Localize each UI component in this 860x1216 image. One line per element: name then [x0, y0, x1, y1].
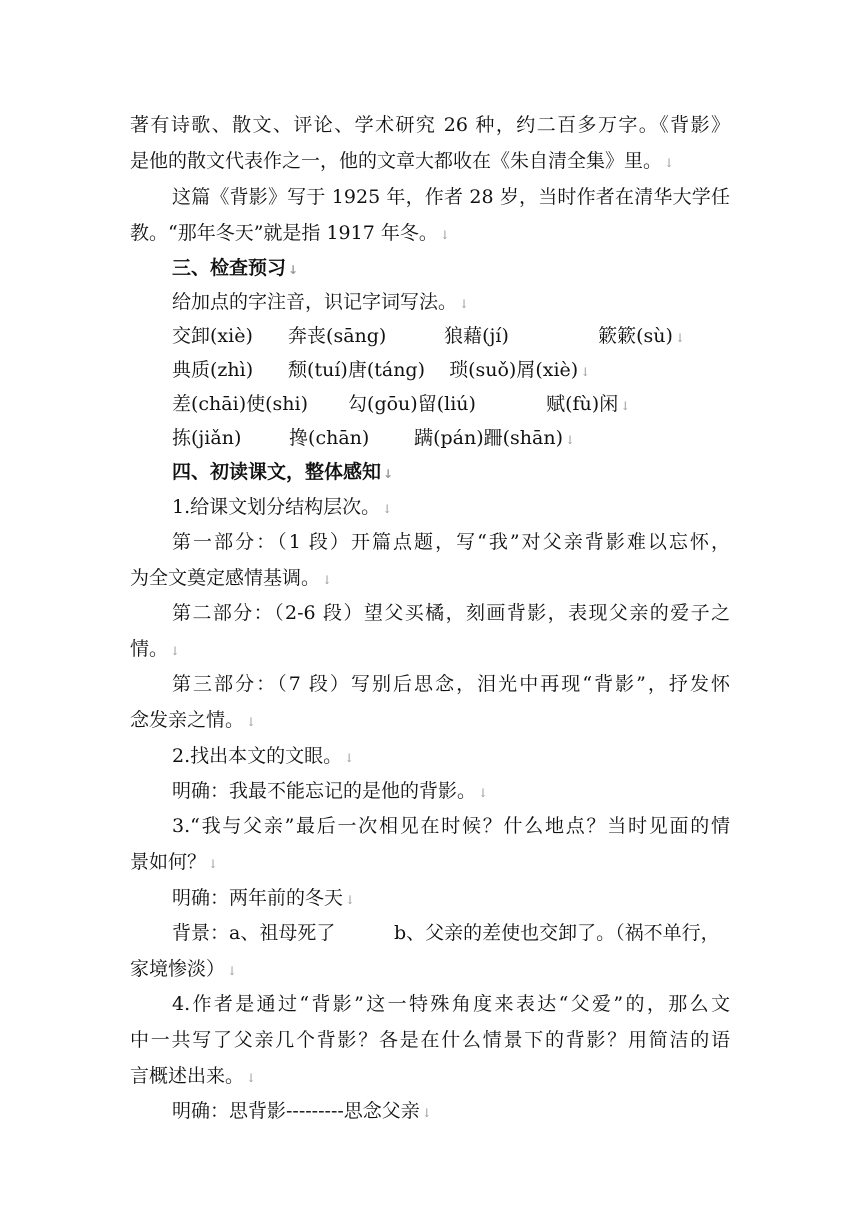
background-item: b、父亲的差使也交卸了。（祸不单行，	[394, 922, 720, 944]
paragraph-mark: ↓	[674, 331, 686, 345]
text-line: 这篇《背影》写于 1925 年，作者 28 岁，当时作者在清华大学任	[172, 186, 730, 208]
text-line: 给加点的字注音，识记字词写法。 ↓	[172, 291, 470, 313]
text-line: 家境惨淡） ↓	[130, 958, 238, 980]
text-line: 教。“那年冬天”就是指 1917 年冬。 ↓	[130, 222, 450, 244]
text-line: 第三部分：（7 段）写别后思念，泪光中再现“背影”，抒发怀	[172, 673, 730, 695]
text-line	[0, 921, 860, 945]
vocab-item: 赋(fù)闲	[546, 393, 619, 415]
paragraph-mark: ↓	[227, 964, 238, 978]
text-line: 1.给课文划分结构层次。 ↓	[172, 496, 393, 518]
text-line: 情。 ↓	[130, 638, 181, 660]
text-line: 中一共写了父亲几个背影？各是在什么情景下的背影？用简洁的语	[130, 1029, 730, 1051]
paragraph-mark: ↓	[383, 467, 394, 481]
text-line: 是他的散文代表作之一，他的文章大都收在《朱自清全集》里。 ↓	[130, 150, 675, 172]
vocab-item: 交卸(xiè)	[172, 325, 253, 347]
paragraph-mark: ↓	[421, 1106, 432, 1120]
paragraph-mark: ↓	[344, 751, 355, 765]
text-line: 3.“我与父亲”最后一次相见在时候？什么地点？当时见面的情	[172, 815, 730, 837]
vocab-item: 狼藉(jí)	[444, 325, 509, 347]
vocab-item: 琐(suǒ)屑(xiè)	[449, 359, 579, 381]
paragraph-mark: ↓	[288, 263, 299, 277]
text-line: 4.作者是通过“背影”这一特殊角度来表达“父爱”的，那么文	[172, 993, 730, 1015]
vocab-item: 拣(jiǎn)	[172, 427, 242, 449]
section-heading: 三、检查预习 ↓	[172, 257, 299, 279]
paragraph-mark: ↓	[565, 433, 576, 447]
paragraph-mark: ↓	[208, 857, 219, 871]
paragraph-mark: ↓	[246, 715, 257, 729]
paragraph-mark: ↓	[478, 786, 489, 800]
vocab-item: 差(chāi)使(shi)	[172, 393, 308, 415]
text-line: 明确：两年前的冬天 ↓	[172, 887, 356, 909]
text-line: 2.找出本文的文眼。 ↓	[172, 745, 355, 767]
paragraph-mark: ↓	[580, 365, 591, 379]
pinyin-line	[0, 358, 860, 384]
background-item: 背景：a、祖母死了	[172, 922, 336, 944]
vocab-item: 搀(chān)	[289, 427, 370, 449]
pinyin-line	[0, 324, 860, 350]
pinyin-line	[0, 392, 860, 418]
text-line: 第二部分：（2-6 段）望父买橘，刻画背影，表现父亲的爱子之	[172, 602, 730, 624]
text-line: 言概述出来。 ↓	[130, 1065, 257, 1087]
paragraph-mark: ↓	[246, 1071, 257, 1085]
paragraph-mark: ↓	[345, 893, 356, 907]
vocab-item: 典质(zhì)	[172, 359, 254, 381]
vocab-item: 簌簌(sù)	[598, 325, 673, 347]
vocab-item: 勾(gōu)留(liú)	[348, 393, 476, 415]
paragraph-mark: ↓	[382, 502, 393, 516]
pinyin-line	[0, 426, 860, 452]
paragraph-mark: ↓	[439, 228, 450, 242]
text-line: 明确：思背影---------思念父亲 ↓	[172, 1100, 432, 1122]
paragraph-mark: ↓	[322, 573, 333, 587]
text-line: 著有诗歌、散文、评论、学术研究 26 种，约二百多万字。《背影》	[130, 114, 730, 136]
paragraph-mark: ↓	[170, 644, 181, 658]
vocab-item: 蹒(pán)跚(shān)	[414, 427, 564, 449]
paragraph-mark: ↓	[664, 156, 675, 170]
paragraph-mark: ↓	[459, 297, 470, 311]
vocab-item: 奔丧(sāng)	[288, 325, 387, 347]
text-line: 为全文奠定感情基调。 ↓	[130, 567, 333, 589]
paragraph-mark: ↓	[620, 399, 631, 413]
vocab-item: 颓(tuí)唐(táng)	[288, 359, 426, 381]
text-line: 第一部分：（1 段）开篇点题，写“我”对父亲背影难以忘怀，	[172, 531, 730, 553]
text-line: 景如何？ ↓	[130, 851, 219, 873]
section-heading: 四、初读课文，整体感知 ↓	[172, 461, 394, 483]
text-line: 念发亲之情。 ↓	[130, 709, 257, 731]
text-line: 明确：我最不能忘记的是他的背影。 ↓	[172, 780, 489, 802]
